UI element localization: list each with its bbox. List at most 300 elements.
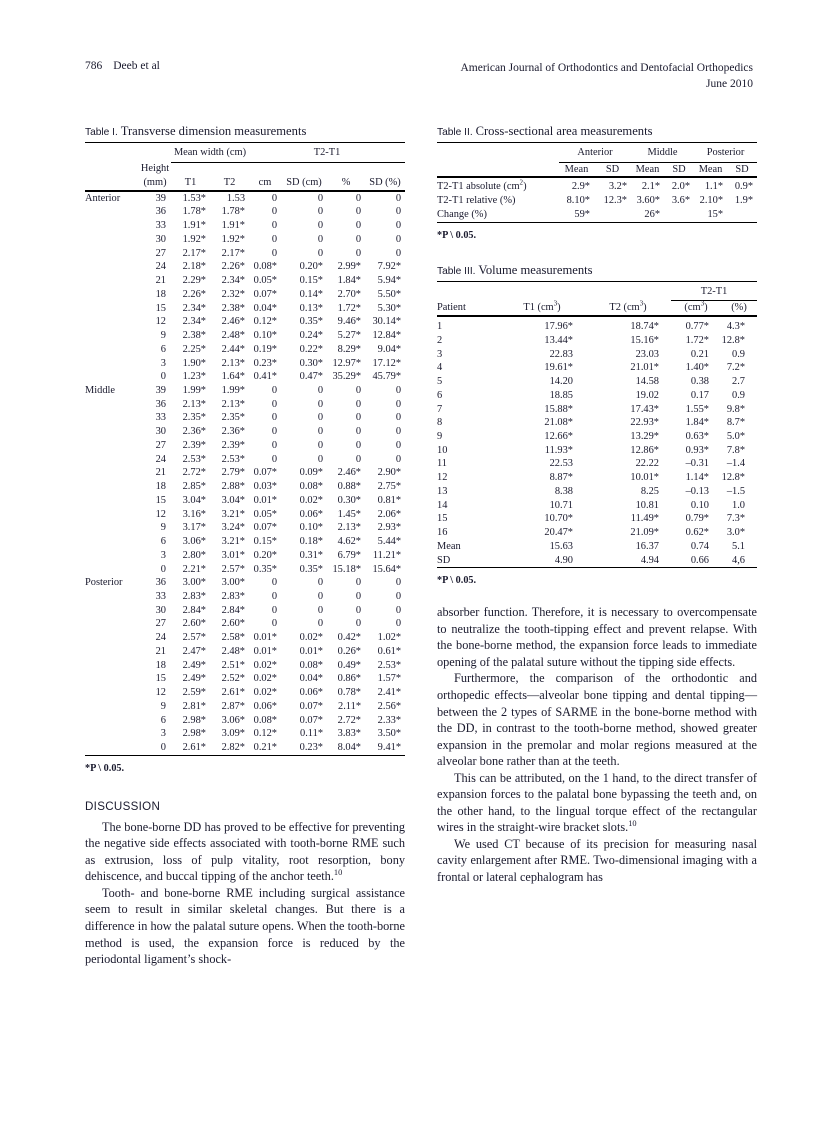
table-3 [437, 281, 757, 569]
table-row [437, 526, 757, 540]
table-cell: 2.25* [182, 343, 206, 355]
table-cell: 0 [355, 577, 362, 589]
table-1-region-label [85, 645, 139, 659]
discussion-body [85, 819, 405, 968]
table-cell: 0.02* [253, 687, 278, 699]
table-cell: 35.29* [332, 371, 362, 383]
table-cell: 6 [160, 536, 166, 548]
table-cell: 2.61* [171, 741, 210, 755]
table-cell: 0 [317, 604, 324, 616]
table-cell: 0.05* [253, 275, 278, 287]
table-cell: 0 [395, 412, 402, 424]
table-cell: 7.3* [726, 513, 746, 525]
table-cell: 10.70* [544, 513, 573, 525]
table-cell: 0.78* [337, 687, 362, 699]
table-cell: 0.07* [253, 288, 278, 300]
table-1-region-label [85, 425, 139, 439]
table-cell: 0.01* [253, 632, 278, 644]
table-cell: 2.10* [699, 195, 724, 207]
table-cell: 0.07* [299, 700, 324, 712]
table-cell: 0.88* [337, 481, 362, 493]
table-cell: 0.21* [249, 741, 281, 755]
table-cell: 0 [271, 398, 278, 410]
table-cell: 12.3* [603, 195, 628, 207]
table-3-group-t2t1: T2-T1 [671, 281, 757, 301]
table-row [85, 741, 405, 755]
table-cell: 8.38 [554, 485, 573, 497]
table-row [437, 194, 757, 208]
table-cell: 0.02* [299, 494, 324, 506]
table-row [85, 672, 405, 686]
table-cell: 12 [155, 687, 166, 699]
table-cell: 0 [281, 191, 327, 206]
table-2-stat-1: SD [605, 163, 620, 175]
table-cell: 2.98* [182, 714, 206, 726]
table-cell: 4.3* [721, 316, 757, 334]
table-cell: 1.78* [182, 206, 206, 218]
table-1-region-label [85, 659, 139, 673]
table-cell: 3.00* [182, 577, 206, 589]
table-1-region-label [85, 508, 139, 522]
table-row [437, 430, 757, 444]
table-row [85, 439, 405, 453]
table-cell: 9 [160, 522, 166, 534]
table-1-region-label: Anterior [85, 191, 139, 206]
table-cell: 11.93* [544, 444, 573, 456]
table-cell: 1.64* [221, 371, 246, 383]
table-3-title: Volume measurements [478, 262, 593, 277]
table-row [85, 191, 405, 206]
table-3-col-t1: T1 $(cm^3)$ [523, 299, 561, 314]
table-cell: 15.18* [332, 563, 362, 575]
table-row [437, 375, 757, 389]
table-cell: 2.83* [182, 591, 206, 602]
table-cell: 3.01* [221, 549, 246, 561]
table-cell: 9.46* [337, 316, 362, 328]
table-cell: 0 [355, 384, 362, 396]
table-cell: 30 [155, 233, 166, 245]
table-cell: 5.1 [732, 540, 746, 552]
table-cell: 0.61* [377, 645, 402, 657]
page-number: 786 [85, 60, 103, 72]
table-cell: 21.01* [630, 362, 659, 374]
table-cell: 0 [271, 384, 278, 396]
table-2-row-label: T2-T1 absolute $(cm^2)$ [437, 177, 559, 194]
table-1-region-label [85, 590, 139, 604]
table-3-patient-label: 9 [437, 431, 443, 443]
table-cell: 27 [155, 247, 166, 259]
table-3-patient-label: 3 [437, 348, 443, 360]
table-1-title: Transverse dimension measurements [120, 124, 307, 138]
table-cell: 17.12* [372, 357, 402, 369]
table-cell: 2.85* [182, 481, 206, 493]
table-1-subhead-row-b [85, 176, 405, 191]
paragraph-text: This can be attributed, on the 1 hand, to the direct transfer of expansion forces to the palatal bone bypassing the teeth and, on the other hand, to the lingual torque effect of the rectangular wires in the straight-wire bracket slots. [437, 770, 757, 835]
table-1-region-label [85, 315, 139, 329]
table-1 [85, 142, 405, 756]
table-cell: 15.88* [544, 403, 573, 415]
table-cell: 0.63* [685, 431, 709, 443]
table-cell: 9.04* [377, 343, 402, 355]
table-cell: 0 [317, 247, 324, 259]
table-cell: 3.04* [182, 494, 206, 506]
table-cell: 4.62* [337, 536, 362, 548]
table-cell: 0 [271, 577, 278, 589]
table-row [85, 247, 405, 261]
table-cell: 0 [395, 384, 402, 396]
table-cell: 2.9* [559, 177, 594, 194]
table-cell: 6 [160, 343, 166, 355]
table-cell: 2.53* [377, 659, 402, 671]
table-cell: 1.40* [685, 362, 709, 374]
table-1-region-label [85, 617, 139, 631]
table-cell: 12.86* [630, 444, 659, 456]
table-cell: 2.84* [182, 604, 206, 616]
table-1-col-t1: T1 [184, 176, 197, 188]
table-cell: 2.48* [221, 645, 246, 657]
table-cell: 0.26* [337, 645, 362, 657]
table-cell: 0.24* [299, 330, 324, 342]
table-cell: 0.21 [690, 348, 709, 360]
table-row [85, 535, 405, 549]
paragraph [437, 604, 757, 670]
table-cell: 2.32* [221, 288, 246, 300]
table-row [437, 485, 757, 499]
table-cell: 0.08* [253, 261, 278, 273]
table-row [437, 389, 757, 403]
table-1-region-label [85, 549, 139, 563]
table-1-region-label [85, 466, 139, 480]
table-cell: 1.9* [734, 195, 754, 207]
table-cell: 15* [694, 208, 727, 222]
table-cell: –0.31 [685, 458, 709, 470]
table-row [85, 714, 405, 728]
table-cell: 0.15* [253, 536, 278, 548]
table-cell: 0 [355, 618, 362, 630]
table-3-patient-label: 6 [437, 389, 443, 401]
table-row [85, 370, 405, 384]
table-cell: 2.79* [221, 467, 246, 479]
table-cell: 0.22* [299, 343, 324, 355]
table-3-patient-label: 8 [437, 417, 443, 429]
table-3-col-row [437, 301, 757, 316]
table-1-col-t2: T2 [223, 176, 236, 188]
table-cell: 3 [160, 549, 166, 561]
table-cell: 0.12* [253, 316, 278, 328]
table-cell: 0.30* [299, 357, 324, 369]
table-1-body [85, 191, 405, 756]
table-cell [727, 208, 757, 222]
table-row [85, 288, 405, 302]
table-cell: 27 [155, 618, 166, 630]
table-2-stat-3: SD [672, 163, 686, 175]
right-column-body [437, 604, 757, 885]
table-cell: 0.09* [299, 467, 324, 479]
table-cell: 3.6* [671, 195, 691, 207]
table-cell: 1.53 [210, 191, 249, 206]
table-2-number: Table II. [437, 127, 473, 138]
table-cell: 12 [155, 316, 166, 328]
table-3-col-t2: T2 $(cm^3)$ [609, 299, 647, 314]
table-2-footnote: *P \ 0.05. [437, 229, 477, 241]
table-cell: 0 [317, 384, 324, 396]
table-1-region-label [85, 343, 139, 357]
table-cell: 0 [271, 247, 278, 259]
table-cell: 0.35* [299, 563, 324, 575]
table-1-region-label [85, 521, 139, 535]
table-cell: 21 [155, 467, 166, 479]
table-3-patient-label: 11 [437, 458, 448, 470]
table-cell: 2.93* [377, 522, 402, 534]
table-2-title: Cross-sectional area measurements [475, 124, 653, 138]
table-cell: –0.13 [685, 485, 709, 497]
table-cell: 0 [395, 439, 402, 451]
table-cell: 0 [271, 220, 278, 232]
table-cell: 0 [395, 577, 402, 589]
table-cell: 1.92* [221, 233, 246, 245]
table-cell: 8.29* [337, 343, 362, 355]
table-cell: 2.57* [182, 632, 206, 644]
table-cell: 0 [355, 591, 362, 602]
table-cell: 1.57* [377, 673, 402, 685]
table-cell: 2.70* [337, 288, 362, 300]
table-cell: 18 [155, 659, 166, 671]
table-2-region-anterior: Anterior [559, 143, 631, 163]
table-3-footnote: *P \ 0.05. [437, 575, 477, 587]
table-cell: 2.49* [182, 659, 206, 671]
table-cell: 0.77* [671, 316, 721, 334]
table-row [85, 302, 405, 316]
table-cell: 22.53 [549, 458, 573, 470]
table-cell: 8.10* [566, 195, 590, 207]
table-row [85, 384, 405, 398]
table-cell: 2.46* [337, 467, 362, 479]
table-cell: 2.34* [182, 302, 206, 314]
table-cell: 2.13* [337, 522, 362, 534]
table-cell: 1.23* [182, 371, 206, 383]
table-cell: 23.03 [635, 348, 659, 360]
table-cell: 30 [155, 426, 166, 438]
table-row [437, 512, 757, 526]
table-cell: 0 [317, 398, 324, 410]
table-row [437, 177, 757, 194]
table-cell: 2.1* [631, 177, 664, 194]
table-cell: 2.59* [182, 687, 206, 699]
table-cell: 0 [317, 577, 324, 589]
table-row [85, 453, 405, 467]
table-cell: 2.18* [182, 261, 206, 273]
table-cell: 0.23* [281, 741, 327, 755]
table-cell: 2.46* [221, 316, 246, 328]
table-cell: 3.00* [221, 577, 246, 589]
table-cell: 9.8* [726, 403, 746, 415]
table-cell: 0.08* [253, 714, 278, 726]
table-cell: 3.60* [636, 195, 661, 207]
table-row [85, 466, 405, 480]
table-cell: 1.14* [685, 472, 709, 484]
table-cell: 2.72* [337, 714, 362, 726]
table-cell: 0 [327, 191, 365, 206]
table-2-block [437, 124, 757, 241]
table-cell: 26* [631, 208, 664, 222]
table-cell: 1.78* [221, 206, 246, 218]
table-cell: 3 [160, 728, 166, 740]
table-cell: 0.9 [732, 348, 746, 360]
table-2-region-middle: Middle [631, 143, 694, 163]
table-cell: 0.10* [253, 330, 278, 342]
table-1-region-label [85, 494, 139, 508]
reference-marker: 10 [628, 819, 637, 829]
table-row [437, 471, 757, 485]
table-cell: 0.06* [299, 687, 324, 699]
table-row [85, 329, 405, 343]
table-cell: 10.81 [635, 499, 659, 511]
table-cell: 4.90 [499, 554, 585, 568]
table-row [85, 343, 405, 357]
table-cell: 0.30* [337, 494, 362, 506]
table-row [85, 563, 405, 577]
table-cell: 2.11* [338, 700, 362, 712]
paragraph-text: Tooth- and bone-borne RME including surgical assistance seem to result in similar skeletal changes. But there is a difference in how the palatal suture opens. When the tooth-borne method is used, the expansion force is reduced by the periodontal ligament’s shock- [85, 885, 405, 967]
table-cell: 2.36* [182, 426, 206, 438]
paragraph-text: absorber function. Therefore, it is necessary to overcompensate to neutralize the tooth-tipping effect and prevent relapse. With the bone-borne method, the expansion force leads to immediate opening of the palatal suture without the tipping side effects. [437, 605, 757, 669]
table-row [85, 727, 405, 741]
table-cell: 2.35* [182, 412, 206, 424]
table-1-caption [85, 124, 405, 139]
table-cell: 0 [355, 412, 362, 424]
table-1-subhead-row-a [85, 162, 405, 176]
table-cell: 0 [317, 453, 324, 465]
table-3-patient-label: 15 [437, 513, 448, 525]
table-cell: 0 [160, 563, 166, 575]
table-cell: 0 [317, 206, 324, 218]
table-cell: –1.4 [726, 458, 746, 470]
table-cell: 6 [160, 714, 166, 726]
table-cell: 0 [271, 618, 278, 630]
table-cell: 0 [395, 453, 402, 465]
table-cell: 1.84* [685, 417, 709, 429]
table-cell: 15 [155, 302, 166, 314]
table-cell: 1.55* [685, 403, 709, 415]
table-row [437, 316, 757, 334]
table-cell: 0.20* [253, 549, 278, 561]
table-cell: 7.92* [377, 261, 402, 273]
table-cell: 2.90* [377, 467, 402, 479]
table-row [85, 357, 405, 371]
running-head-left [85, 60, 160, 72]
table-cell: 2.49* [182, 673, 206, 685]
table-cell: 3.0* [726, 527, 746, 539]
table-cell: 21 [155, 645, 166, 657]
table-1-region-label [85, 535, 139, 549]
table-row [85, 260, 405, 274]
table-3-patient-label: 1 [437, 316, 499, 334]
table-cell: 18 [155, 481, 166, 493]
table-cell: 3.17* [182, 522, 206, 534]
table-cell: 12.66* [544, 431, 573, 443]
table-cell: 5.30* [377, 302, 402, 314]
table-cell: 0.35* [299, 316, 324, 328]
table-cell: 24 [155, 453, 166, 465]
table-cell: 30.14* [372, 316, 402, 328]
table-cell: 2.72* [182, 467, 206, 479]
running-author: Deeb et al [113, 60, 160, 72]
table-cell: 15 [155, 494, 166, 506]
table-cell: 0 [395, 206, 402, 218]
table-cell: 0.79* [685, 513, 709, 525]
table-cell: 18 [155, 288, 166, 300]
table-cell: 0.86* [337, 673, 362, 685]
table-cell: 2.13* [182, 398, 206, 410]
table-cell: 0.08* [299, 659, 324, 671]
table-cell: 3.83* [337, 728, 362, 740]
table-row [437, 403, 757, 417]
table-cell: 2.06* [377, 508, 402, 520]
table-cell: 0 [317, 220, 324, 232]
paragraph [437, 836, 757, 886]
table-cell: 0 [355, 426, 362, 438]
table-3-col-patient: Patient [437, 302, 466, 314]
table-row [85, 590, 405, 604]
table-1-region-label [85, 672, 139, 686]
table-cell: 0 [160, 371, 166, 383]
table-cell: 3.24* [221, 522, 246, 534]
table-cell: 15.16* [630, 334, 659, 346]
table-cell: 9 [160, 700, 166, 712]
table-3-patient-label: 10 [437, 444, 448, 456]
table-3-patient-label: 12 [437, 472, 448, 484]
table-cell: 2.39* [221, 439, 246, 451]
table-cell: 0 [317, 618, 324, 630]
table-cell: 0 [271, 206, 278, 218]
table-cell: 36 [155, 577, 166, 589]
paragraph [437, 670, 757, 769]
table-1-region-label [85, 205, 139, 219]
table-cell: 0.35* [253, 563, 278, 575]
table-cell: 0 [271, 426, 278, 438]
table-cell: 0.49* [337, 659, 362, 671]
table-cell: 2.53* [221, 453, 246, 465]
table-cell: 0.10* [299, 522, 324, 534]
table-cell: 0 [271, 439, 278, 451]
table-1-region-label [85, 357, 139, 371]
table-cell: 1.99* [182, 384, 206, 396]
table-cell: 0 [355, 233, 362, 245]
table-cell: 0.06* [253, 700, 278, 712]
table-cell: 0 [395, 604, 402, 616]
table-row [85, 398, 405, 412]
table-2-row-label: Change (%) [437, 208, 559, 222]
table-cell: 2.34* [182, 316, 206, 328]
table-cell: 2.21* [182, 563, 206, 575]
table-cell: 5.44* [377, 536, 402, 548]
table-cell: 5.0* [726, 431, 746, 443]
table-cell: 0 [271, 233, 278, 245]
left-column [85, 124, 405, 968]
table-row [85, 219, 405, 233]
table-cell: 0.02* [253, 673, 278, 685]
table-cell: 3.2* [594, 177, 631, 194]
table-row [437, 348, 757, 362]
table-3-caption [437, 263, 757, 278]
table-cell: 3 [160, 357, 166, 369]
table-cell: 36 [155, 398, 166, 410]
table-cell: 1.72* [685, 334, 709, 346]
discussion-heading: DISCUSSION [85, 799, 161, 813]
table-cell: 2.60* [221, 618, 246, 630]
table-cell: 2.17* [221, 247, 246, 259]
table-1-region-label [85, 219, 139, 233]
